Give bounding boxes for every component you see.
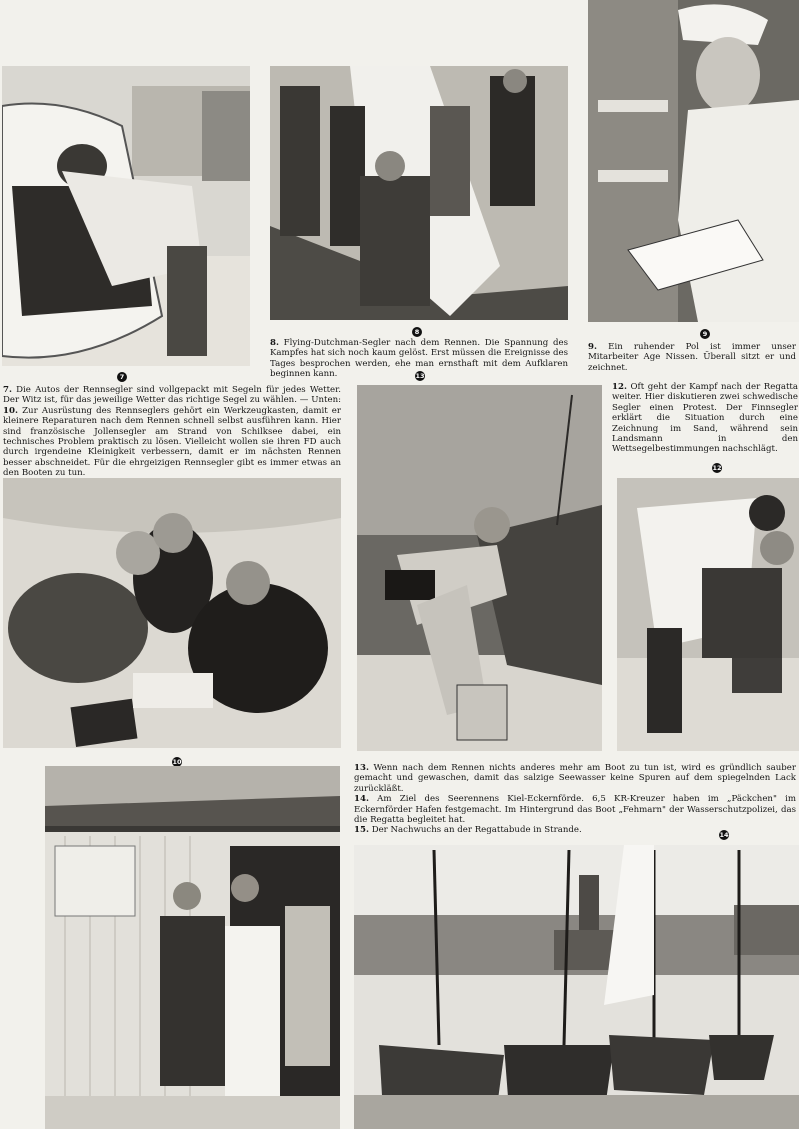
photo-11-washing-boat — [357, 385, 602, 751]
photo-7-car-with-sails — [2, 66, 250, 366]
caption-12-text: Oft geht der Kampf nach der Regatta weiter. Hier diskutieren zwei schwedische Segler einen Protest. Der Finnsegler erklärt die Situation durch eine Zeichnung im Sand, während sein Landsmann in den Wettsegelbestimmungen nachschlägt. — [612, 382, 798, 455]
caption-10-number: 10. — [3, 405, 18, 416]
caption-13-text: Wenn nach dem Rennen nichts anderes mehr am Boot zu tun ist, wird es gründlich sauber gemacht und gewaschen, damit das salzige Seewasser keine Spuren auf dem spiegelnden Lack zurückläßt. — [354, 763, 796, 794]
caption-10-text: Zur Ausrüstung des Rennseglers gehört ein Werkzeugkasten, damit er kleinere Reparaturen nach dem Rennen schnell selbst ausführen kann. Hier sind französische Jollensegler am Strand von Schilksee dabei, ein technisches Problem praktisch zu lösen. Vielleicht wollen sie ihren FD auch durch irgendeine Kleinigkeit verbessern, damit er im nächsten Rennen besser abschneidet. Für die ehrgeizigen Rennsegler gibt es immer etwas an den Booten zu tun. — [3, 405, 341, 479]
photo-9-illustration — [588, 0, 799, 322]
caption-8-text: Flying-Dutchman-Segler nach dem Rennen. Die Spannung des Kampfes hat sich noch kaum gelöst. Erst müssen die Ereignisse des Tages besprochen werden, ehe man ernsthaft mit dem Aufklaren beginnen kann. — [270, 338, 568, 380]
photo-7-illustration — [2, 66, 250, 366]
caption-7-text: Die Autos der Rennsegler sind vollgepackt mit Segeln für jedes Wetter. Der Witz ist, für das jeweilige Wetter das richtige Segel zu wählen. — Unten: — [3, 385, 342, 406]
photo-8-flying-dutchman-sailors — [270, 66, 568, 320]
photo-8-number-badge: 8 — [412, 327, 422, 337]
caption-15-number: 15. — [354, 825, 369, 836]
caption-12-number: 12. — [612, 382, 627, 392]
captions-13-15 — [354, 763, 796, 836]
photo-12-swedish-sailors-protest — [617, 478, 799, 751]
photo-9-artist-drawing — [588, 0, 799, 322]
caption-13-number: 13. — [354, 763, 369, 773]
photo-11-illustration — [357, 385, 602, 751]
photo-10-number-badge: 10 — [172, 758, 182, 766]
caption-14-text: Am Ziel des Seerennens Kiel-Eckernförde. 6,5 KR-Kreuzer haben im „Päckchen" im Eckernförder Hafen festgemacht. Im Hintergrund das Boot „Fehmarn" der Wasserschutzpolizei, das die Regatta begleitet hat. — [354, 794, 797, 826]
caption-12 — [612, 382, 798, 455]
caption-15 — [354, 825, 796, 835]
photo-10-sailors-with-toolbox — [3, 478, 341, 748]
caption-7-number: 7. — [3, 385, 12, 395]
caption-9-number: 9. — [588, 342, 597, 352]
photo-7-number-badge: 7 — [117, 372, 127, 382]
photo-9-number-badge: 9 — [700, 329, 710, 339]
caption-15-text: Der Nachwuchs an der Regattabude in Strande. — [371, 825, 582, 836]
caption-8-number: 8. — [270, 338, 279, 348]
caption-14 — [354, 794, 796, 825]
photo-12-illustration — [617, 478, 799, 751]
photo-15-illustration — [45, 766, 340, 1129]
photo-14-number-badge: 14 — [719, 831, 729, 839]
photo-14-illustration — [354, 845, 799, 1129]
caption-9-text: Ein ruhender Pol ist immer unser Mitarbeiter Age Nissen. Überall sitzt er und zeichnet. — [588, 342, 797, 373]
photo-10-illustration — [3, 478, 341, 748]
photo-14-eckernfoerde-harbour — [354, 845, 799, 1129]
caption-9 — [588, 342, 796, 373]
photo-8-illustration — [270, 66, 568, 320]
caption-13 — [354, 763, 796, 794]
caption-7-10 — [3, 385, 341, 479]
photo-12-number-badge: 12 — [712, 464, 722, 472]
photo-13-number-badge: 13 — [415, 372, 425, 380]
caption-14-number: 14. — [354, 794, 369, 805]
photo-15-regatta-hut — [45, 766, 340, 1129]
